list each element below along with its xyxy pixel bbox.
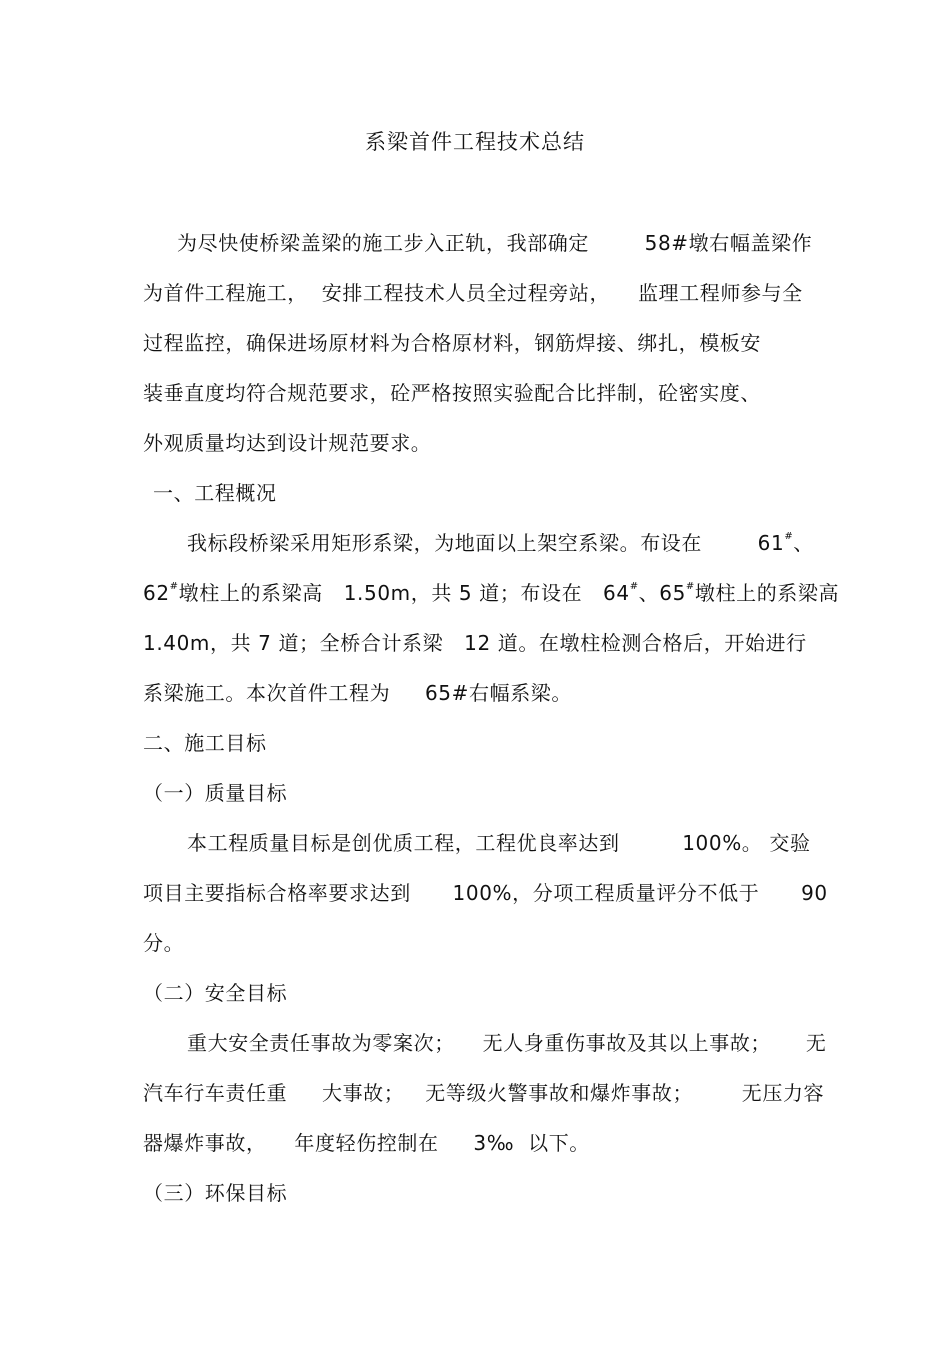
quality-line-3: 分。 <box>143 931 185 955</box>
subheading-environment: （三）环保目标 <box>143 1181 288 1205</box>
intro-line-1: 为尽快使桥梁盖梁的施工步入正轨，我部确定 58#墩右幅盖梁作 <box>177 231 813 255</box>
intro-line-3: 过程监控，确保进场原材料为合格原材料，钢筋焊接、绑扎，模板安 <box>143 331 761 355</box>
subheading-quality: （一）质量目标 <box>143 781 288 805</box>
overview-line-3: 1.40m，共 7 道；全桥合计系梁 12 道。在墩柱检测合格后，开始进行 <box>143 631 807 655</box>
overview-line-2 <box>143 579 839 607</box>
intro-line-5: 外观质量均达到设计规范要求。 <box>143 431 432 455</box>
superscript-mark: # <box>685 581 695 592</box>
safety-line-3: 器爆炸事故， 年度轻伤控制在 3‰ 以下。 <box>143 1131 590 1155</box>
superscript-mark: # <box>784 531 794 542</box>
overview-line-4: 系梁施工。本次首件工程为 65#右幅系梁。 <box>143 681 572 705</box>
intro-line-4: 装垂直度均符合规范要求，砼严格按照实验配合比拌制，砼密实度、 <box>143 381 761 405</box>
quality-line-1: 本工程质量目标是创优质工程，工程优良率达到 100%。 交验 <box>187 831 811 855</box>
overview-text: 墩柱上的系梁高 1.50m，共 5 道；布设在 64 <box>178 581 630 605</box>
subheading-safety: （二）安全目标 <box>143 981 288 1005</box>
superscript-mark: # <box>629 581 639 592</box>
overview-text: 、65 <box>638 581 686 605</box>
intro-line-2: 为首件工程施工， 安排工程技术人员全过程旁站， 监理工程师参与全 <box>143 281 803 305</box>
section-heading-overview: 一、工程概况 <box>153 481 277 505</box>
document-title: 系梁首件工程技术总结 <box>365 130 585 154</box>
superscript-mark: # <box>169 581 179 592</box>
quality-line-2: 项目主要指标合格率要求达到 100%，分项工程质量评分不低于 90 <box>143 881 828 905</box>
section-heading-goals: 二、施工目标 <box>143 731 267 755</box>
overview-text: 、 <box>793 531 814 555</box>
overview-text: 62 <box>143 581 170 605</box>
overview-text: 墩柱上的系梁高 <box>694 581 840 605</box>
safety-line-1: 重大安全责任事故为零案次； 无人身重伤事故及其以上事故； 无 <box>187 1031 827 1055</box>
overview-line-1 <box>187 529 814 557</box>
safety-line-2: 汽车行车责任重 大事故； 无等级火警事故和爆炸事故； 无压力容 <box>143 1081 825 1105</box>
overview-text: 我标段桥梁采用矩形系梁，为地面以上架空系梁。布设在 61 <box>187 531 785 555</box>
